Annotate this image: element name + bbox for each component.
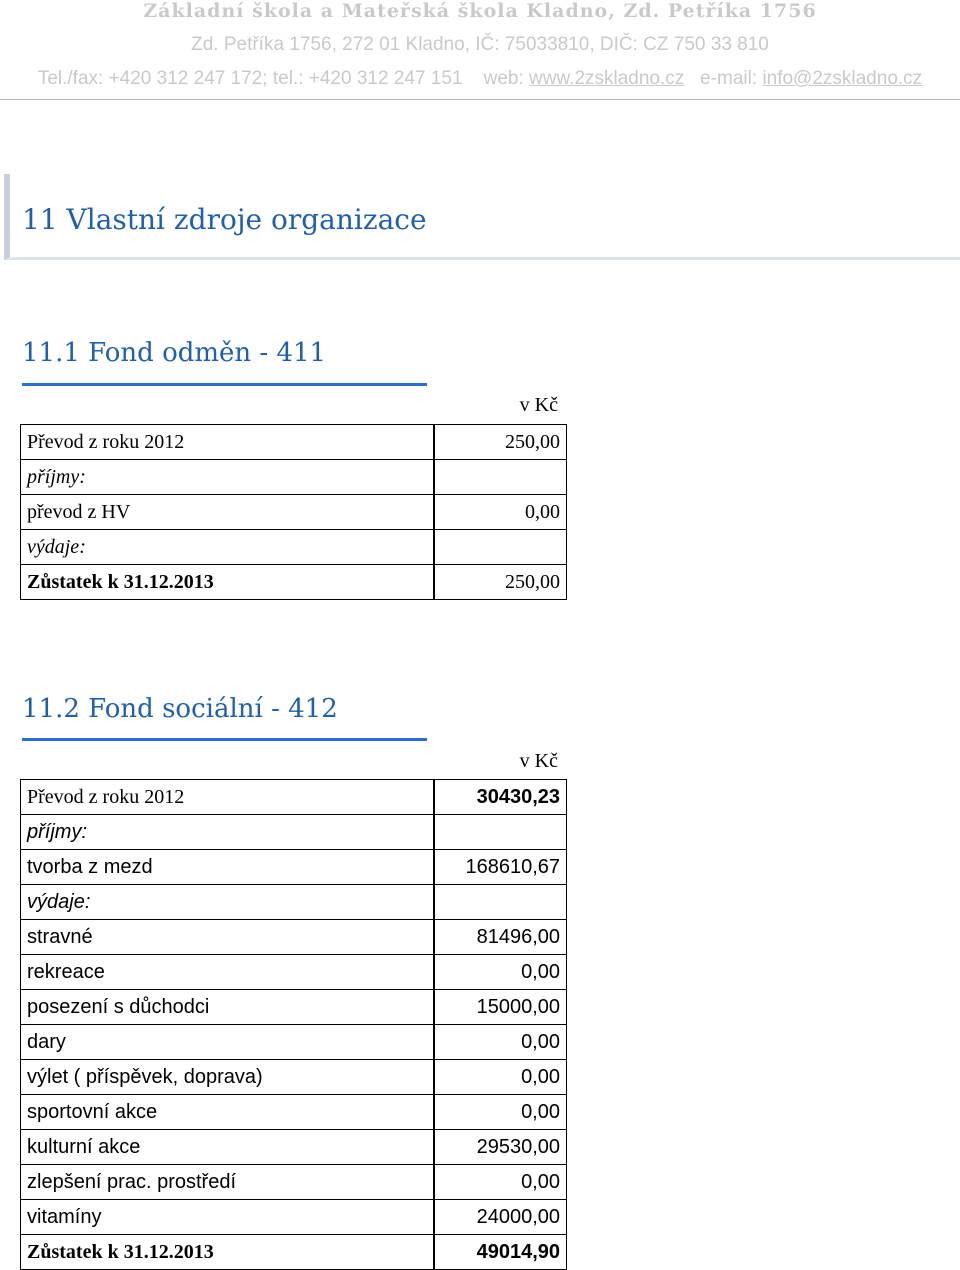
row-label: posezení s důchodci — [21, 990, 435, 1025]
table-row — [21, 780, 567, 815]
row-value: 0,00 — [434, 1165, 567, 1200]
row-label: zlepšení prac. prostředí — [21, 1165, 435, 1200]
row-value: 0,00 — [434, 1025, 567, 1060]
row-value: 0,00 — [434, 955, 567, 990]
table-row — [21, 955, 567, 990]
row-value — [434, 885, 567, 920]
row-value: 0,00 — [434, 1060, 567, 1095]
contact-phones: Tel./fax: +420 312 247 172; tel.: +420 312 247 151 web: — [37, 68, 530, 89]
table-row — [21, 425, 567, 460]
section-rule — [22, 738, 427, 741]
row-value: 30430,23 — [434, 780, 567, 815]
category-label: příjmy: — [21, 460, 435, 495]
table-row — [21, 1130, 567, 1165]
row-label: tvorba z mezd — [21, 850, 435, 885]
fund-table-socialni — [20, 779, 567, 1270]
row-label: vitamíny — [21, 1200, 435, 1235]
row-value — [434, 530, 567, 565]
table-row — [21, 530, 567, 565]
row-value: 168610,67 — [434, 850, 567, 885]
row-label: sportovní akce — [21, 1095, 435, 1130]
row-value: 250,00 — [434, 425, 567, 460]
total-value: 49014,90 — [434, 1235, 567, 1270]
row-label: převod z HV — [21, 495, 435, 530]
row-label: Převod z roku 2012 — [21, 425, 435, 460]
row-label: Převod z roku 2012 — [21, 780, 435, 815]
email-link[interactable]: info@2zskladno.cz — [762, 68, 923, 89]
contact-line — [0, 68, 960, 90]
table-row — [21, 990, 567, 1025]
table-row — [21, 460, 567, 495]
unit-label: v Kč — [519, 394, 558, 416]
chapter-title: 11 Vlastní zdroje organizace — [22, 203, 427, 236]
table-row — [21, 885, 567, 920]
table-row — [21, 1200, 567, 1235]
school-name: Základní škola a Mateřská škola Kladno, Zd. Petříka 1756 — [143, 0, 817, 22]
category-label: příjmy: — [21, 815, 435, 850]
row-label: dary — [21, 1025, 435, 1060]
fund-table-odmen — [20, 424, 567, 600]
row-value: 0,00 — [434, 1095, 567, 1130]
total-row — [21, 1235, 567, 1270]
unit-label: v Kč — [519, 750, 558, 772]
row-value: 15000,00 — [434, 990, 567, 1025]
total-value: 250,00 — [434, 565, 567, 600]
total-label: Zůstatek k 31.12.2013 — [21, 565, 435, 600]
table-row — [21, 850, 567, 885]
table-row — [21, 1165, 567, 1200]
header-divider — [0, 99, 960, 100]
table-row — [21, 815, 567, 850]
school-address: Zd. Petříka 1756, 272 01 Kladno, IČ: 75033810, DIČ: CZ 750 33 810 — [191, 34, 769, 55]
row-label: kulturní akce — [21, 1130, 435, 1165]
section-rule — [22, 383, 427, 386]
total-row — [21, 565, 567, 600]
row-label: stravné — [21, 920, 435, 955]
row-value: 0,00 — [434, 495, 567, 530]
table-row — [21, 920, 567, 955]
table-row — [21, 1095, 567, 1130]
row-value — [434, 460, 567, 495]
category-label: výdaje: — [21, 885, 435, 920]
email-label: e-mail: — [684, 68, 763, 89]
section-title-fond-socialni: 11.2 Fond sociální - 412 — [22, 694, 338, 724]
row-label: rekreace — [21, 955, 435, 990]
row-value — [434, 815, 567, 850]
row-value: 24000,00 — [434, 1200, 567, 1235]
row-value: 81496,00 — [434, 920, 567, 955]
web-link[interactable]: www.2zskladno.cz — [529, 68, 685, 89]
total-label: Zůstatek k 31.12.2013 — [21, 1235, 435, 1270]
table-row — [21, 1025, 567, 1060]
section-title-fond-odmen: 11.1 Fond odměn - 411 — [22, 338, 327, 368]
category-label: výdaje: — [21, 530, 435, 565]
table-row — [21, 495, 567, 530]
row-label: výlet ( příspěvek, doprava) — [21, 1060, 435, 1095]
row-value: 29530,00 — [434, 1130, 567, 1165]
table-row — [21, 1060, 567, 1095]
